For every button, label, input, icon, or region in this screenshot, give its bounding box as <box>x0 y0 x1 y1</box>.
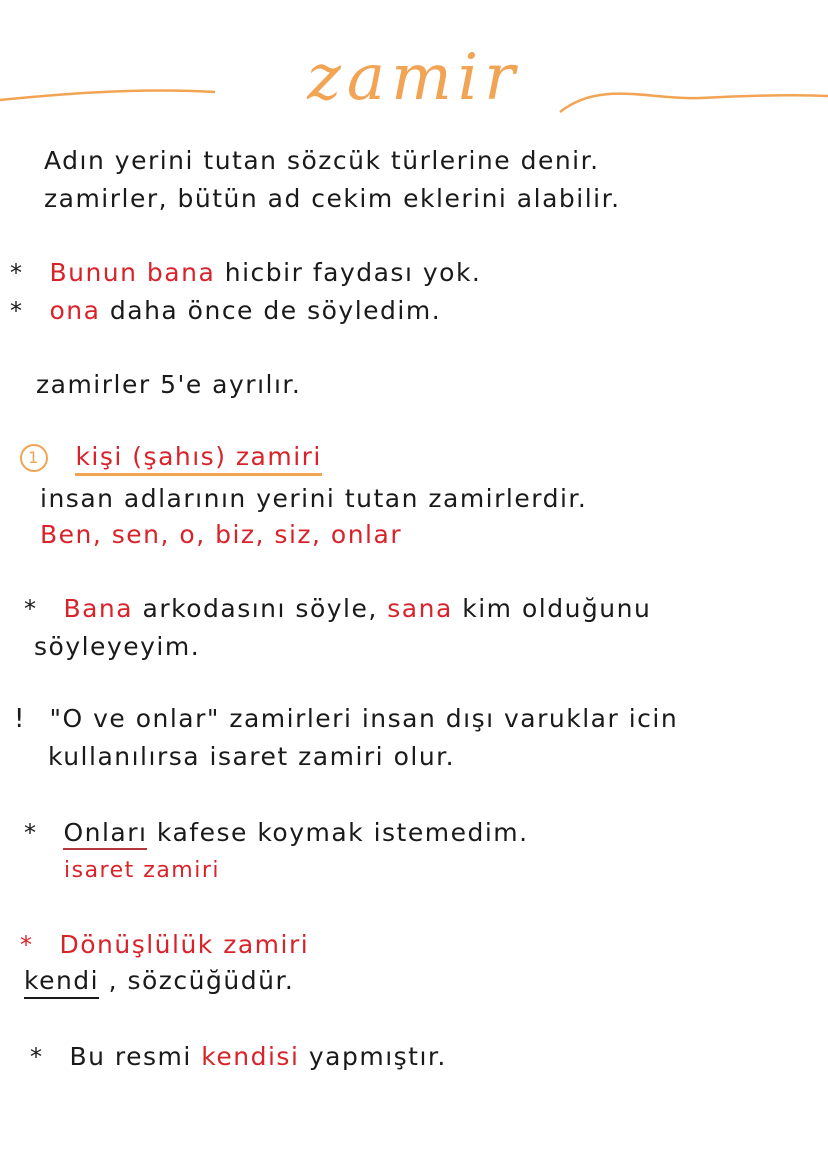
example-1 <box>10 258 481 288</box>
example-3-line-2: söyleyeyim. <box>34 632 201 661</box>
sentence-rest: daha önce de söyledim. <box>109 296 442 325</box>
intro-line-1: Adın yerini tutan sözcük türlerine denir. <box>44 146 600 175</box>
highlighted-pronoun: Bunun bana <box>49 258 216 287</box>
sentence-start: Bu resmi <box>69 1042 192 1071</box>
example-5 <box>30 1042 447 1072</box>
note-line-2: kullanılırsa isaret zamiri olur. <box>48 742 456 771</box>
page-title: zamir <box>307 41 521 115</box>
sentence-rest: kafese koymak istemedim. <box>156 818 529 847</box>
section-2-heading <box>20 930 309 960</box>
star-bullet: * <box>24 595 38 623</box>
pronoun-type-label: isaret zamiri <box>64 858 221 883</box>
star-bullet: * <box>10 297 24 325</box>
number-badge: 1 <box>20 444 48 472</box>
sentence-rest: , sözcüğüdür. <box>108 966 295 995</box>
sentence-end: kim olduğunu <box>462 594 652 623</box>
star-bullet: * <box>20 931 34 959</box>
star-bullet: * <box>10 259 24 287</box>
note-text: "O ve onlar" zamirleri insan dışı varuklar icin <box>49 704 679 733</box>
highlighted-pronoun: Bana <box>63 594 134 623</box>
intro-line-2: zamirler, bütün ad cekim eklerini alabilir. <box>44 184 621 213</box>
section-1-desc: insan adlarının yerini tutan zamirlerdir. <box>40 484 588 513</box>
star-bullet: * <box>30 1043 44 1071</box>
underlined-pronoun: Onları <box>63 818 147 850</box>
example-3 <box>24 594 651 624</box>
sentence-end: yapmıştır. <box>308 1042 447 1071</box>
sentence-rest: hicbir faydası yok. <box>224 258 482 287</box>
example-2 <box>10 296 441 326</box>
pronoun-list: Ben, sen, o, biz, siz, onlar <box>40 520 403 549</box>
warning-icon: ! <box>14 704 26 734</box>
example-4 <box>24 818 529 848</box>
section-1-heading <box>20 442 322 472</box>
star-bullet: * <box>24 819 38 847</box>
highlighted-pronoun: sana <box>387 594 453 623</box>
section-2-desc <box>24 966 294 996</box>
highlighted-pronoun: ona <box>49 296 101 325</box>
key-word: kendi <box>24 966 99 999</box>
highlighted-pronoun: kendisi <box>201 1042 300 1071</box>
section-heading-text: Dönüşlülük zamiri <box>59 930 310 959</box>
sentence-mid: arkodasını söyle, <box>142 594 378 623</box>
count-line: zamirler 5'e ayrılır. <box>36 370 302 399</box>
section-heading-text: kişi (şahıs) zamiri <box>75 442 321 476</box>
note-line-1 <box>14 704 678 735</box>
